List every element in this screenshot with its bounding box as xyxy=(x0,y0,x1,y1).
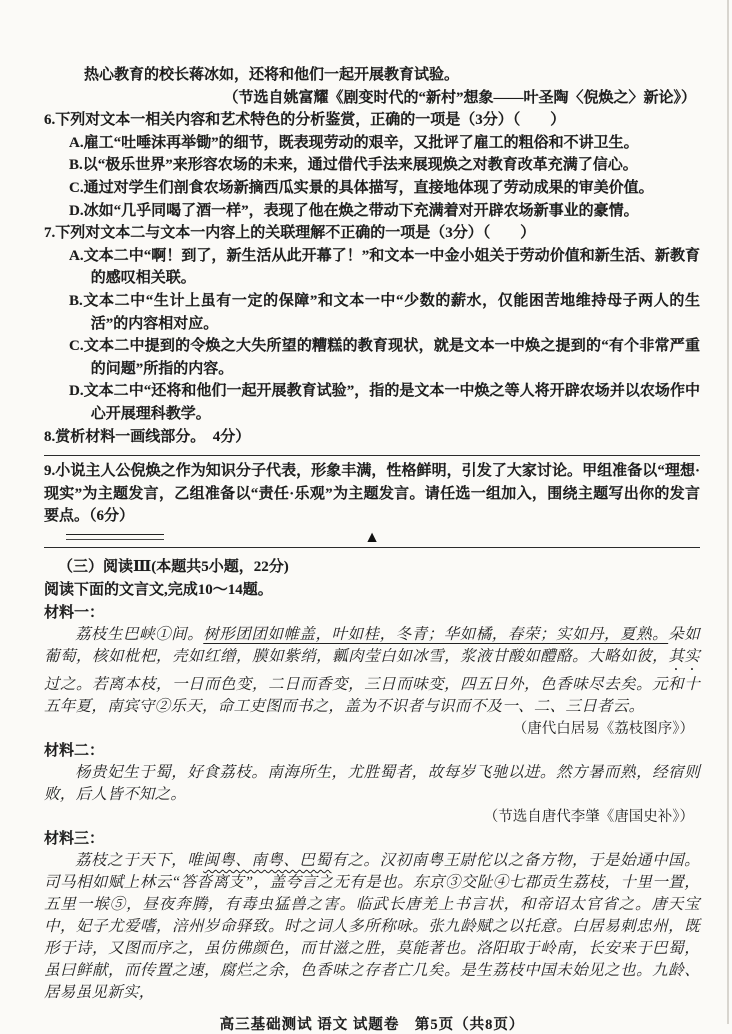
material-2-attribution: （节选自唐代李肇《唐国史补》） xyxy=(483,808,694,825)
material-3-rest: 有之。汉初南粤王尉佗以之备方物，于是始通中国。司马相如赋上林云“答沓离支”，盖夸言之无有是也。东京③交阯④七郡贡生荔枝，十里一置，五里一堠⑤，昼夜奔腾，有毒虫猛兽之害。临武长唐羌上书言状，和帝诏太官省之。唐天宝中，妃子尤爱嗜，涪州岁命驿致。时之词人多所称咏。张九龄赋之以托意。白居易刺忠州，既形于诗，又图而序之，虽仿佛颜色，而甘滋之胜，莫能著也。洛阳取于岭南，长安来于巴蜀，虽曰鲜献，而传置之速，腐烂之余，色香味之存者亡几矣。是生荔枝中国未始见之也。九龄、居易虽见新实， xyxy=(44,851,700,1001)
question-6-option-d: D.冰如“几乎同喝了酒一样”，表现了他在焕之带动下充满着对开辟农场新事业的豪情。 xyxy=(69,202,639,219)
passage-attribution: （节选自姚富耀《剧变时代的“新村”想象——叶圣陶〈倪焕之〉新论》） xyxy=(223,89,696,106)
material-2-text: 杨贵妃生于蜀，好食荔枝。南海所生，尤胜蜀者，故每岁飞驰以进。然方暑而熟，经宿则败，后人皆不知之。 xyxy=(44,763,700,803)
question-6 xyxy=(44,109,700,222)
passage-last-line: 热心教育的校长蒋冰如，还将和他们一起开展教育试验。 xyxy=(84,67,460,83)
material-1-middle: 朵如葡萄，核如枇杷，壳如红缯，膜如紫绡，瓤肉莹白如冰雪，浆液甘酸如醴酪。大略如彼， xyxy=(44,625,700,665)
material-1-rest: 过之。若离本枝，一日而色变，二日而香变，三日而味变，四五日外，色香味尽去矣。元和十五年夏，南宾守②乐天，命工吏图而书之，盖为不识者与识而不及一、二、三日者云。 xyxy=(44,675,700,715)
scan-edge-artifact xyxy=(727,0,729,1024)
question-7-stem: 7.下列对文本二与文本一内容上的关联理解不正确的一项是（3分）（ ） xyxy=(44,225,536,242)
question-7-option-c: C.文本二中提到的令焕之大失所望的糟糕的教育现状，就是文本一中焕之提到的“有个非常严重的问题”所指的内容。 xyxy=(69,338,700,377)
material-1-attribution: （唐代白居易《荔枝图序》） xyxy=(512,720,694,737)
section-3 xyxy=(44,556,700,1004)
passage-end-block xyxy=(44,64,700,109)
question-8-stem: 8.赏析材料一画线部分。 4分） xyxy=(44,428,251,445)
material-3-text xyxy=(44,850,700,1004)
question-9-stem: 9.小说主人公倪焕之作为知识分子代表，形象丰满，性格鲜明，引发了大家讨论。甲组准备以“理想·现实”为主题发言，乙组准备以“责任·乐观”为主题发言。请任选一组加入，围绕主题写出你的发言要点。（6分） xyxy=(44,463,700,525)
divider-line-bottom xyxy=(44,547,700,548)
section-3-heading: （三）阅读Ⅲ(本题共5小题，22分) xyxy=(58,558,289,575)
question-7-option-d: D.文本二中“还将和他们一起开展教育试验”，指的是文本一中焕之等人将开辟农场并以农场作中心开展理科教学。 xyxy=(69,383,700,422)
question-6-stem: 6.下列对文本一相关内容和艺术特色的分析鉴赏，正确的一项是（3分）（ ） xyxy=(44,112,566,129)
page-footer: 高三基础测试 语文 试题卷 第5页（共8页） xyxy=(219,1016,525,1033)
material-1-text xyxy=(44,624,700,718)
question-6-option-b: B.以“极乐世界”来形容农场的未来，通过借代手法来展现焕之对教育改革充满了信心。 xyxy=(69,157,638,174)
material-1-label: 材料一： xyxy=(44,604,105,621)
triangle-marker: ▲ xyxy=(364,528,380,546)
answer-marker-row xyxy=(44,528,700,547)
question-6-option-a: A.雇工“吐唾沫再举锄”的细节，既表现劳动的艰辛，又批评了雇工的粗俗和不讲卫生。 xyxy=(69,134,639,151)
section-3-instruction: 阅读下面的文言文,完成10～14题。 xyxy=(44,581,273,598)
divider-line-top xyxy=(44,455,700,456)
material-1-underlined-passage: 树形团团如帷盖，叶如桂，冬青；华如橘，春荣；实如丹，夏熟。 xyxy=(203,625,669,643)
material-2-label: 材料二： xyxy=(44,742,105,759)
material-3-wavy-underlined: 闽粤、南粤、巴蜀 xyxy=(203,851,332,869)
material-1-intro: 荔枝生巴峡①间。 xyxy=(75,625,204,643)
material-1-dotted-word: 其实 xyxy=(668,647,700,665)
question-7-option-a: A.文本二中“啊！到了，新生活从此开幕了！”和文本一中金小姐关于劳动价值和新生活、新教育的感叹相关联。 xyxy=(69,247,700,287)
question-6-option-c: C.通过对学生们剖食农场新摘西瓜实景的具体描写，直接地体现了劳动成果的审美价值。 xyxy=(69,179,654,196)
question-8 xyxy=(44,426,700,449)
question-7 xyxy=(44,222,700,425)
material-3-intro: 荔枝之于天下，唯 xyxy=(75,851,204,869)
question-9 xyxy=(44,460,700,528)
material-3-label: 材料三： xyxy=(44,830,105,847)
question-7-option-b: B.文本二中“生计上虽有一定的保障”和文本一中“少数的薪水，仅能困苦地维持母子两人的生活”的内容相对应。 xyxy=(69,292,700,332)
